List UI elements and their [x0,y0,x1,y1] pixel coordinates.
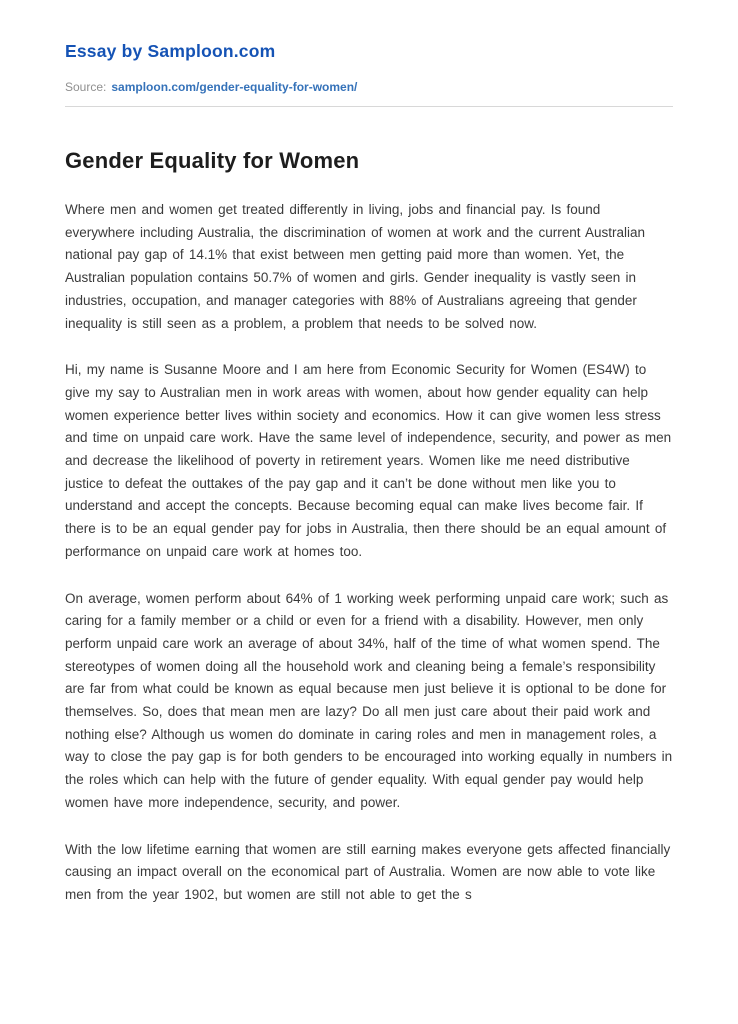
essay-content [65,148,673,907]
source-label: Source: [65,80,107,94]
essay-source-heading: Essay by Samploon.com [65,41,276,61]
essay-title: Gender Equality for Women [65,148,360,173]
essay-paragraph-4: With the low lifetime earning that women are still earning makes everyone gets affected financially causing an impact overall on the economical part of Australia. Women are now able to vote like men from the year 1902, but women are still not able to get the s [65,841,671,902]
document-header [65,40,673,107]
essay-paragraph-2: Hi, my name is Susanne Moore and I am here from Economic Security for Women (ES4W) to give my say to Australian men in work areas with women, about how gender equality can help women experience better lives within society and economics. How it can give women less stress and time on unpaid care work. Have the same level of independence, security, and power as men and decrease the likelihood of poverty in retirement years. Women like me need distributive justice to defeat the outtakes of the pay gap and it can’t be done without men like you to understand and accept the concepts. Because becoming equal can make lives become fair. If there is to be an equal gender pay for jobs in Australia, then there should be an equal amount of performance on unpaid care work at homes too. [65,362,672,559]
header-divider [65,106,673,107]
source-line [65,80,673,94]
essay-paragraph-1: Where men and women get treated differently in living, jobs and financial pay. Is found everywhere including Australia, the discrimination of women at work and the current Australian national pay gap of 14.1% that exist between men getting paid more than women. Yet, the Australian population contains 50.7% of women and girls. Gender inequality is vastly seen in industries, occupation, and manager categories with 88% of Australians agreeing that gender inequality is still seen as a problem, a problem that needs to be solved now. [65,202,646,331]
essay-paragraph-3: On average, women perform about 64% of 1 working week performing unpaid care work; such as caring for a family member or a child or even for a friend with a disability. However, men only perform unpaid care work an average of about 34%, half of the time of what women spend. The stereotypes of women doing all the household work and cleaning being a female’s responsibility are far from what could be known as equal because men just believe it is optional to be done for themselves. So, does that mean men are lazy? Do all men just care about their paid work and nothing else? Although us women do dominate in caring roles and men in management roles, a way to close the pay gap is for both genders to be encouraged into working equally in numbers in the roles which can help with the future of gender equality. With equal gender pay would help women have more independence, security, and power. [65,590,673,810]
source-url-link[interactable]: samploon.com/gender-equality-for-women/ [111,80,358,94]
